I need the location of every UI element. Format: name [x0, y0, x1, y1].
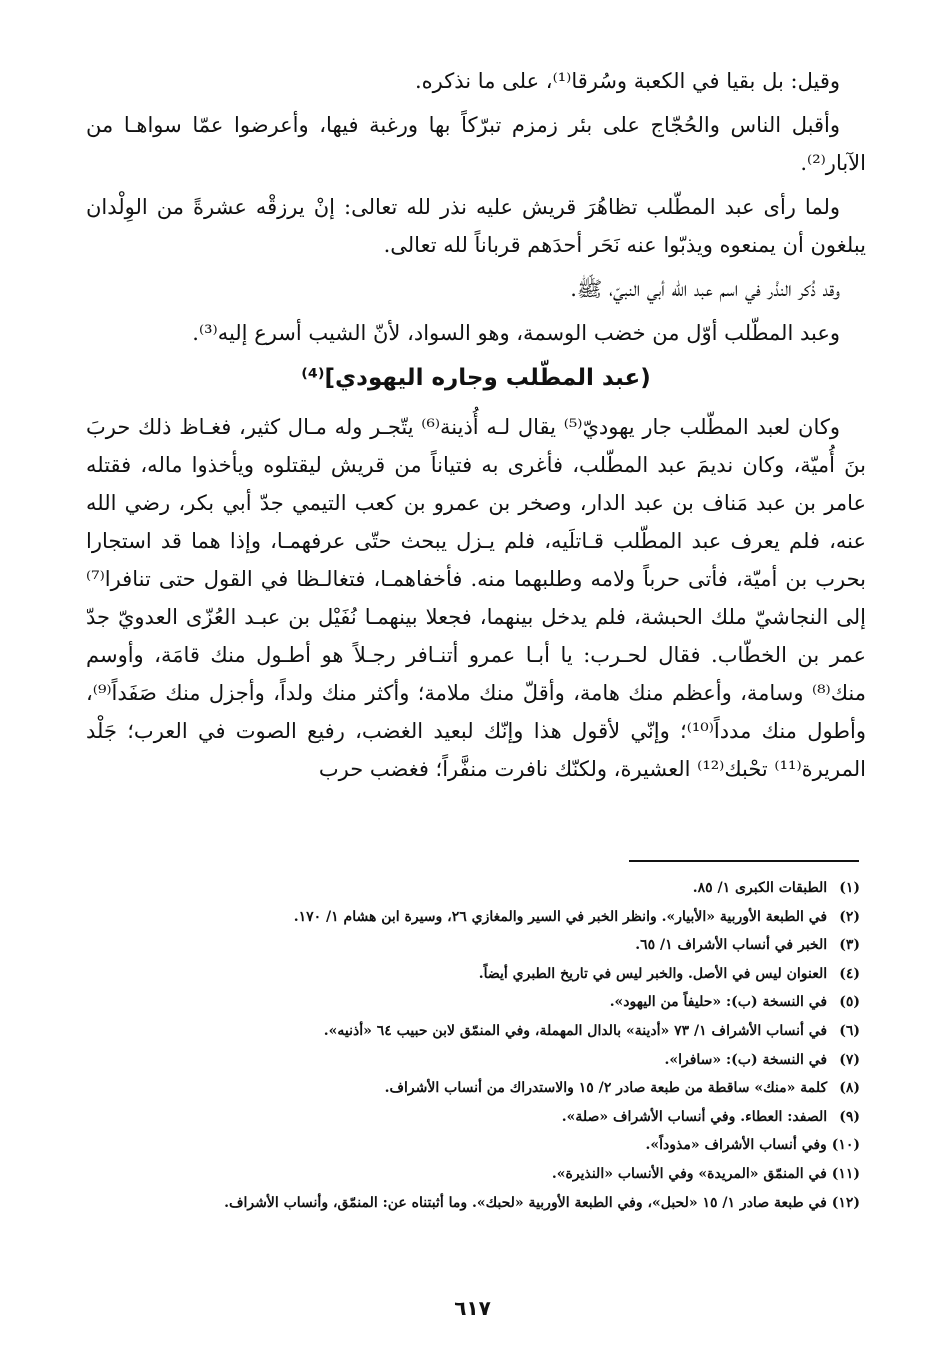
footnote-text: في النسخة (ب): «سافرا». [664, 1051, 828, 1068]
footnote-number: (١) [839, 880, 860, 896]
footnote-text: الطبقات الكبرى ١/ ٨٥. [692, 880, 828, 896]
footnote [86, 1131, 866, 1160]
footnote-text: الخبر في أنساب الأشراف ١/ ٦٥. [635, 937, 828, 954]
page-number: ٦١٧ [454, 1296, 491, 1320]
paragraph-3: ولما رأى عبد المطّلب تظاهُرَ قريش عليه نذر لله تعالى: إنْ يرزقْه عشرةً من الوِلْدان يبلغون أن يمنعوه ويذبّوا عنه نَحَر أحدَهم قرباناً لله تعالى. [86, 195, 866, 257]
footnote-number: (١٠) [831, 1137, 860, 1154]
footnote-divider [629, 860, 859, 862]
footnote-text: العنوان ليس في الأصل. والخبر ليس في تاريخ الطبري أيضاً. [478, 965, 828, 982]
footnote-number: (٣) [839, 937, 860, 954]
footnote [86, 1074, 866, 1103]
paragraph-4: وقد ذُكر النذْر في اسم عبد الله أبي النبيّ، ﷺ. [570, 277, 840, 301]
footnote-number: (٩) [839, 1108, 860, 1125]
main-text [86, 62, 866, 794]
footnote-number: (٥) [839, 994, 860, 1011]
footnote-text: في النسخة (ب): «حليفاً من اليهود». [609, 994, 828, 1011]
paragraph-2: وأقبل الناس والحُجّاج على بئر زمزم تبرّكاً بها ورغبة فيها، وأعرضوا عمّا سواهـا من الآبار⁽²⁾. [86, 113, 866, 175]
footnote-text: كلمة «منك» ساقطة من طبعة صادر ٢/ ١٥ والاستدراك من أنساب الأشراف. [384, 1080, 828, 1097]
footnote-text: في طبعة صادر ١/ ١٥ «لحبل»، وفي الطبعة الأوربية «لحبك». وما أثبتناه عن: المنمّق، وأنساب الأشراف. [224, 1194, 827, 1211]
footnote-number: (١١) [831, 1165, 860, 1182]
footnote-number: (٧) [839, 1051, 860, 1068]
footnote [86, 903, 866, 932]
paragraph-5: وعبد المطّلب أوّل من خضب الوسمة، وهو السواد، لأنّ الشيب أسرع إليه⁽³⁾. [192, 321, 840, 345]
footnote [86, 1103, 866, 1132]
footnote-text: الصفد: العطاء. وفي أنساب الأشراف «صلة». [561, 1108, 828, 1125]
footnote [86, 1189, 866, 1218]
footnote-text: في الطبعة الأوربية «الأبيار». وانظر الخبر في السير والمغازي ٢٦، وسيرة ابن هشام ١/ ١٧٠. [293, 908, 828, 925]
story-paragraph: وكان لعبد المطّلب جار يهوديّ⁽⁵⁾ يقال لـه أُذينة⁽⁶⁾ يتّجـر وله مـال كثير، فغـاظ ذلك حربَ بنَ أُميّة، وكان نديمَ عبد المطّلب، فأغرى به فتياناً من قريش ليقتلوه ويأخذوا ماله، فقتله عامر بن عبد مَناف بن عبد الدار، وصخر بن عمرو بن كعب التيمي جدّ أبي بكر، رضي الله عنه، فلم يعرف عبد المطّلب قـاتلَيه، فلم يـزل يبحث حتّى عرفهمـا، وإذا هما قد استجارا بحرب بن أميّة، فأتى حرباً ولامه وطلبهما منه. فأخفاهمـا، فتغالـظا في القول حتى تنافرا⁽⁷⁾ إلى النجاشيّ ملك الحبشة، فلم يدخل بينهما، فجعلا بينهمـا نُفَيْل بن عبـد العُزّى العدويّ جدّ عمر بن الخطّاب. فقال لحـرب: يا أبـا عمرو أتنـافر رجـلاً هو أطـول منك قامَة، وأوسم منك⁽⁸⁾ وسامة، وأعظم منك هامة، وأقلّ منك ملامة؛ وأكثر منك ولداً، وأجزل منك صَفَداً⁽⁹⁾، وأطول منك مدداً⁽¹⁰⁾؛ وإنّي لأقول هذا وإنّك لبعيد الغضب، رفيع الصوت في العرب؛ جَلْد المريرة⁽¹¹⁾ تحْبك⁽¹²⁾ العشيرة، ولكنّك نافرت منفَّراً؛ فغضب حرب [86, 415, 866, 781]
footnote-text: وفي أنساب الأشراف «مذوداً». [645, 1137, 827, 1154]
footnote-number: (٨) [839, 1080, 860, 1097]
footnote [86, 988, 866, 1017]
footnotes [86, 874, 866, 1217]
footnote [86, 960, 866, 989]
footnote [86, 1017, 866, 1046]
section-heading: (عبد المطّلب وجاره اليهودي]⁽⁴⁾ [301, 365, 651, 391]
footnote [86, 874, 866, 903]
footnote-text: في أنساب الأشراف ١/ ٧٣ «أدينة» بالدال المهملة، وفي المنمّق لابن حبيب ٦٤ «أذنيه». [323, 1022, 828, 1039]
footnote [86, 1046, 866, 1075]
paragraph-1: وقيل: بل بقيا في الكعبة وسُرقا⁽¹⁾، على ما نذكره. [415, 69, 840, 93]
footnote [86, 931, 866, 960]
footnote-text: في المنمّق «المريدة» وفي الأنساب «النذيرة». [551, 1165, 827, 1182]
footnote-number: (٦) [839, 1022, 860, 1039]
footnote [86, 1160, 866, 1189]
footnote-number: (٢) [839, 908, 860, 925]
footnote-number: (١٢) [831, 1194, 860, 1211]
footnote-number: (٤) [839, 965, 860, 982]
